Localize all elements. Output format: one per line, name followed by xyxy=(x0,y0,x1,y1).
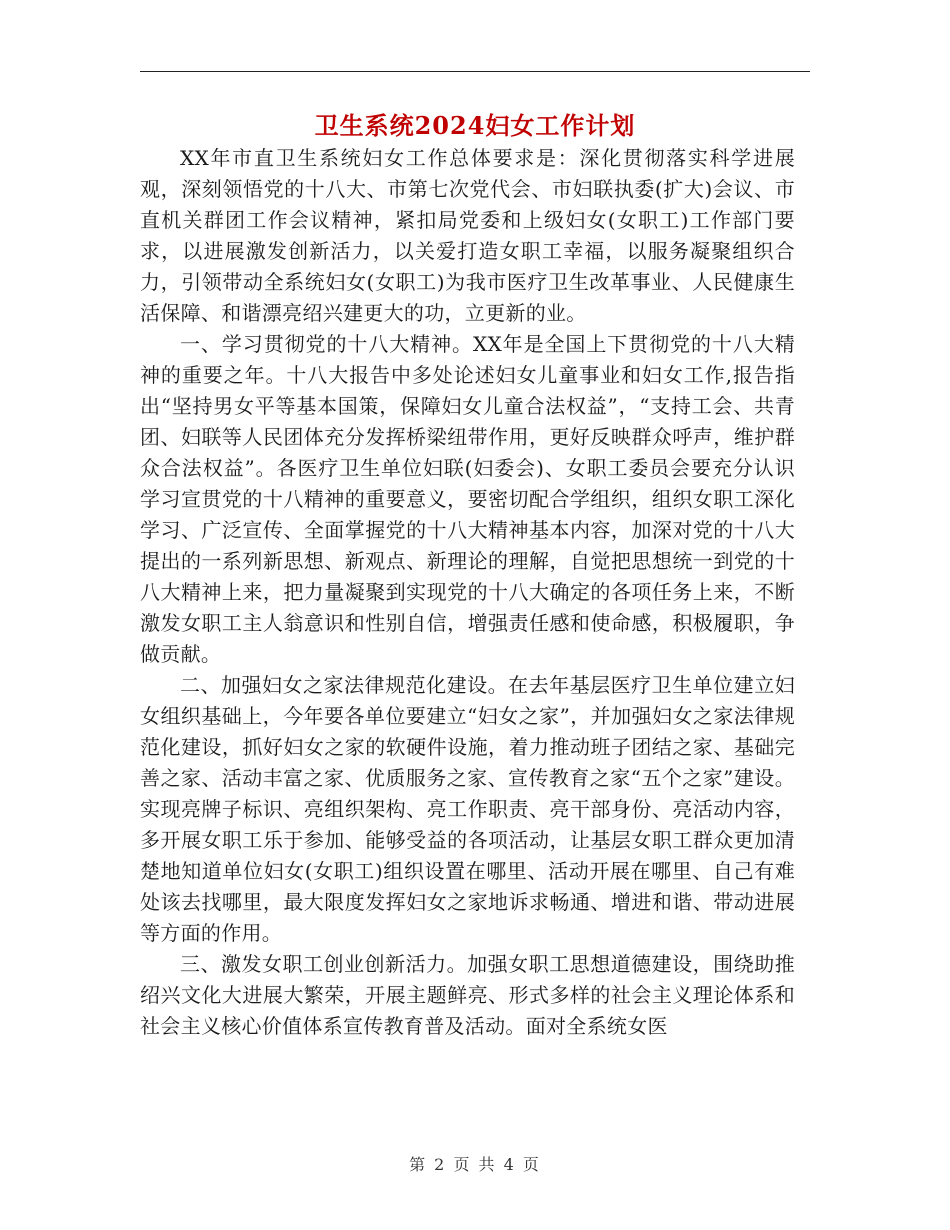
header-rule xyxy=(140,71,810,72)
document-body xyxy=(140,143,795,1042)
document-title: 卫生系统2024妇女工作计划 xyxy=(314,111,636,140)
paragraph-section-2: 二、加强妇女之家法律规范化建设。在去年基层医疗卫生单位建立妇女组织基础上，今年要各单位要建立“妇女之家”，并加强妇女之家法律规范化建设，抓好妇女之家的软硬件设施，着力推动班子团结之家、基础完善之家、活动丰富之家、优质服务之家、宣传教育之家“五个之家”建设。实现亮牌子标识、亮组织架构、亮工作职责、亮干部身份、亮活动内容，多开展女职工乐于参加、能够受益的各项活动，让基层女职工群众更加清楚地知道单位妇女(女职工)组织设置在哪里、活动开展在哪里、自己有难处该去找哪里，最大限度发挥妇女之家地诉求畅通、增进和谐、带动进展等方面的作用。 xyxy=(140,673,795,945)
page-number-footer: 第 2 页 共 4 页 xyxy=(409,1155,541,1174)
paragraph-section-1: 一、学习贯彻党的十八大精神。XX年是全国上下贯彻党的十八大精神的重要之年。十八大报告中多处论述妇女儿童事业和妇女工作,报告指出“坚持男女平等基本国策，保障妇女儿童合法权益”，“支持工会、共青团、妇联等人民团体充分发挥桥梁纽带作用，更好反映群众呼声，维护群众合法权益”。各医疗卫生单位妇联(妇委会)、女职工委员会要充分认识学习宣贯党的十八精神的重要意义，要密切配合学组织，组织女职工深化学习、广泛宣传、全面掌握党的十八大精神基本内容，加深对党的十八大提出的一系列新思想、新观点、新理论的理解，自觉把思想统一到党的十八大精神上来，把力量凝聚到实现党的十八大确定的各项任务上来，不断激发女职工主人翁意识和性别自信，增强责任感和使命感，积极履职，争做贡献。 xyxy=(140,332,795,666)
paragraph-section-3: 三、激发女职工创业创新活力。加强女职工思想道德建设，围绕助推绍兴文化大进展大繁荣，开展主题鲜亮、形式多样的社会主义理论体系和社会主义核心价值体系宣传教育普及活动。面对全系统女医 xyxy=(140,952,795,1038)
paragraph-intro: XX年市直卫生系统妇女工作总体要求是：深化贯彻落实科学进展观，深刻领悟党的十八大、市第七次党代会、市妇联执委(扩大)会议、市直机关群团工作会议精神，紧扣局党委和上级妇女(女职工)工作部门要求，以进展激发创新活力，以关爱打造女职工幸福，以服务凝聚组织合力，引领带动全系统妇女(女职工)为我市医疗卫生改革事业、人民健康生活保障、和谐漂亮绍兴建更大的功，立更新的业。 xyxy=(140,146,795,325)
